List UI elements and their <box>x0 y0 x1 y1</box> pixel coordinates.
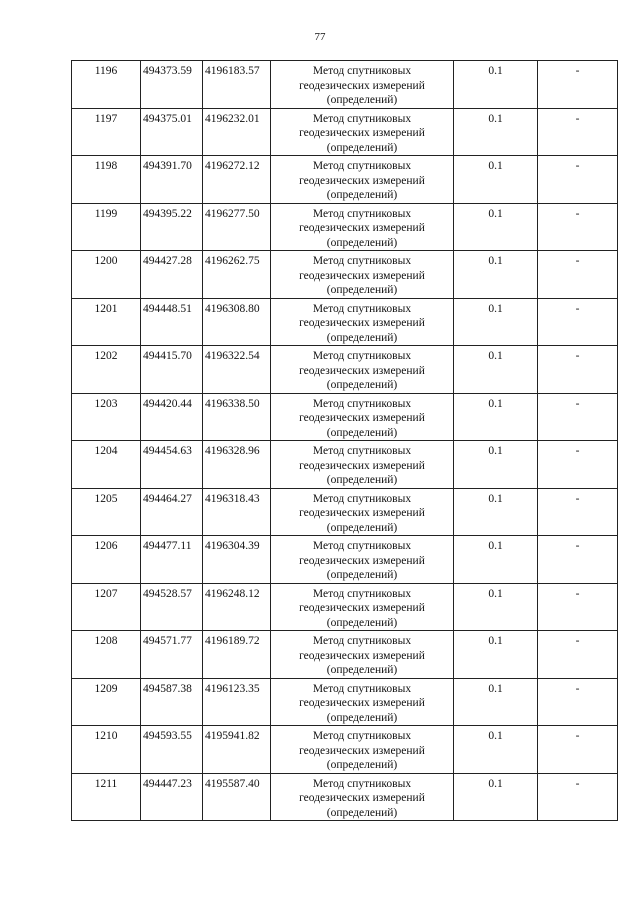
x-coordinate-cell: 494447.23 <box>141 773 203 821</box>
y-coordinate-cell: 4196338.50 <box>203 393 271 441</box>
method-line: геодезических измерений <box>299 317 425 329</box>
table-row <box>72 108 618 156</box>
table-row <box>72 631 618 679</box>
method-line: (определений) <box>326 616 398 629</box>
method-cell <box>271 441 454 489</box>
method-cell <box>271 726 454 774</box>
method-line: геодезических измерений <box>299 792 425 804</box>
note-cell: - <box>538 678 618 726</box>
page-number: 77 <box>314 31 326 43</box>
y-coordinate-cell: 4196304.39 <box>203 536 271 584</box>
y-coordinate-cell: 4196248.12 <box>203 583 271 631</box>
y-coordinate-cell: 4196318.43 <box>203 488 271 536</box>
method-line: геодезических измерений <box>299 364 425 377</box>
method-line: (определений) <box>326 474 398 486</box>
method-line: Метод спутниковых <box>312 65 412 77</box>
note-cell: - <box>538 203 618 251</box>
point-number-cell: 1211 <box>72 773 141 821</box>
x-coordinate-cell: 494420.44 <box>141 393 203 441</box>
note-cell: - <box>538 773 618 821</box>
table-row <box>72 251 618 299</box>
method-line: геодезических измерений <box>299 174 425 187</box>
method-line: геодезических измерений <box>299 507 425 519</box>
y-coordinate-cell: 4196183.57 <box>203 61 271 109</box>
note-cell: - <box>538 108 618 156</box>
accuracy-cell: 0.1 <box>454 251 538 299</box>
method-line: (определений) <box>326 141 398 154</box>
method-line: Метод спутниковых <box>312 492 412 505</box>
accuracy-cell: 0.1 <box>454 203 538 251</box>
x-coordinate-cell: 494391.70 <box>141 156 203 204</box>
table-row <box>72 488 618 536</box>
table-row <box>72 726 618 774</box>
note-cell: - <box>538 346 618 394</box>
accuracy-cell: 0.1 <box>454 346 538 394</box>
y-coordinate-cell: 4196277.50 <box>203 203 271 251</box>
method-line: геодезических измерений <box>299 269 425 282</box>
note-cell: - <box>538 631 618 679</box>
y-coordinate-cell: 4196322.54 <box>203 346 271 394</box>
note-cell: - <box>538 583 618 631</box>
accuracy-cell: 0.1 <box>454 441 538 489</box>
coordinates-table <box>71 60 618 821</box>
method-line: Метод спутниковых <box>312 397 412 410</box>
note-cell: - <box>538 726 618 774</box>
accuracy-cell: 0.1 <box>454 726 538 774</box>
method-cell <box>271 108 454 156</box>
table-row <box>72 773 618 821</box>
x-coordinate-cell: 494571.77 <box>141 631 203 679</box>
accuracy-cell: 0.1 <box>454 631 538 679</box>
method-line: геодезических измерений <box>299 554 425 567</box>
method-cell <box>271 298 454 346</box>
accuracy-cell: 0.1 <box>454 393 538 441</box>
method-line: Метод спутниковых <box>312 445 412 457</box>
method-line: (определений) <box>326 806 398 819</box>
accuracy-cell: 0.1 <box>454 536 538 584</box>
table-body <box>72 61 618 821</box>
x-coordinate-cell: 494587.38 <box>141 678 203 726</box>
y-coordinate-cell: 4196123.35 <box>203 678 271 726</box>
note-cell: - <box>538 156 618 204</box>
x-coordinate-cell: 494415.70 <box>141 346 203 394</box>
method-line: (определений) <box>326 236 398 249</box>
method-cell <box>271 678 454 726</box>
accuracy-cell: 0.1 <box>454 583 538 631</box>
x-coordinate-cell: 494593.55 <box>141 726 203 774</box>
y-coordinate-cell: 4195587.40 <box>203 773 271 821</box>
method-line: (определений) <box>326 331 398 344</box>
method-cell <box>271 773 454 821</box>
point-number-cell: 1209 <box>72 678 141 726</box>
y-coordinate-cell: 4196189.72 <box>203 631 271 679</box>
method-cell <box>271 156 454 204</box>
method-line: (определений) <box>326 759 398 771</box>
point-number-cell: 1201 <box>72 298 141 346</box>
x-coordinate-cell: 494454.63 <box>141 441 203 489</box>
method-line: геодезических измерений <box>299 649 425 662</box>
method-line: Метод спутниковых <box>312 587 412 600</box>
method-line: (определений) <box>326 521 398 534</box>
point-number-cell: 1208 <box>72 631 141 679</box>
point-number-cell: 1203 <box>72 393 141 441</box>
method-line: (определений) <box>326 189 398 201</box>
note-cell: - <box>538 393 618 441</box>
table-row <box>72 583 618 631</box>
accuracy-cell: 0.1 <box>454 298 538 346</box>
method-line: геодезических измерений <box>299 412 425 424</box>
accuracy-cell: 0.1 <box>454 678 538 726</box>
x-coordinate-cell: 494464.27 <box>141 488 203 536</box>
x-coordinate-cell: 494448.51 <box>141 298 203 346</box>
point-number-cell: 1206 <box>72 536 141 584</box>
method-line: Метод спутниковых <box>312 682 412 695</box>
method-line: (определений) <box>326 711 398 724</box>
point-number-cell: 1210 <box>72 726 141 774</box>
method-cell <box>271 536 454 584</box>
method-line: Метод спутниковых <box>312 350 412 362</box>
method-line: Метод спутниковых <box>312 160 412 172</box>
y-coordinate-cell: 4196272.12 <box>203 156 271 204</box>
method-line: (определений) <box>326 569 398 581</box>
table-row <box>72 156 618 204</box>
method-line: Метод спутниковых <box>312 730 412 742</box>
table-row <box>72 441 618 489</box>
x-coordinate-cell: 494427.28 <box>141 251 203 299</box>
note-cell: - <box>538 488 618 536</box>
note-cell: - <box>538 61 618 109</box>
note-cell: - <box>538 251 618 299</box>
accuracy-cell: 0.1 <box>454 488 538 536</box>
method-line: геодезических измерений <box>299 79 425 92</box>
x-coordinate-cell: 494477.11 <box>141 536 203 584</box>
method-cell <box>271 251 454 299</box>
table-row <box>72 298 618 346</box>
point-number-cell: 1202 <box>72 346 141 394</box>
method-line: геодезических измерений <box>299 459 425 472</box>
method-line: (определений) <box>326 284 398 296</box>
point-number-cell: 1196 <box>72 61 141 109</box>
x-coordinate-cell: 494373.59 <box>141 61 203 109</box>
method-line: Метод спутниковых <box>312 302 412 315</box>
y-coordinate-cell: 4196328.96 <box>203 441 271 489</box>
x-coordinate-cell: 494528.57 <box>141 583 203 631</box>
x-coordinate-cell: 494395.22 <box>141 203 203 251</box>
method-cell <box>271 61 454 109</box>
method-cell <box>271 583 454 631</box>
method-line: Метод спутниковых <box>312 635 412 647</box>
y-coordinate-cell: 4196232.01 <box>203 108 271 156</box>
method-line: геодезических измерений <box>299 744 425 757</box>
y-coordinate-cell: 4196262.75 <box>203 251 271 299</box>
table-row <box>72 678 618 726</box>
method-line: (определений) <box>326 379 398 391</box>
method-line: Метод спутниковых <box>312 255 412 267</box>
method-line: геодезических измерений <box>299 127 425 139</box>
method-line: (определений) <box>326 94 398 106</box>
table-row <box>72 393 618 441</box>
method-cell <box>271 346 454 394</box>
y-coordinate-cell: 4195941.82 <box>203 726 271 774</box>
accuracy-cell: 0.1 <box>454 156 538 204</box>
point-number-cell: 1197 <box>72 108 141 156</box>
accuracy-cell: 0.1 <box>454 773 538 821</box>
method-line: (определений) <box>326 664 398 676</box>
method-line: Метод спутниковых <box>312 540 412 552</box>
method-line: Метод спутниковых <box>312 112 412 125</box>
method-line: геодезических измерений <box>299 697 425 709</box>
table-row <box>72 346 618 394</box>
method-cell <box>271 631 454 679</box>
accuracy-cell: 0.1 <box>454 108 538 156</box>
method-line: Метод спутниковых <box>312 777 412 790</box>
table-row <box>72 203 618 251</box>
point-number-cell: 1207 <box>72 583 141 631</box>
note-cell: - <box>538 536 618 584</box>
point-number-cell: 1199 <box>72 203 141 251</box>
accuracy-cell: 0.1 <box>454 61 538 109</box>
point-number-cell: 1198 <box>72 156 141 204</box>
point-number-cell: 1204 <box>72 441 141 489</box>
method-line: (определений) <box>326 426 398 439</box>
method-line: геодезических измерений <box>299 602 425 614</box>
point-number-cell: 1200 <box>72 251 141 299</box>
method-cell <box>271 203 454 251</box>
x-coordinate-cell: 494375.01 <box>141 108 203 156</box>
note-cell: - <box>538 298 618 346</box>
point-number-cell: 1205 <box>72 488 141 536</box>
method-cell <box>271 393 454 441</box>
y-coordinate-cell: 4196308.80 <box>203 298 271 346</box>
method-cell <box>271 488 454 536</box>
note-cell: - <box>538 441 618 489</box>
table-row <box>72 536 618 584</box>
method-line: геодезических измерений <box>299 222 425 234</box>
method-line: Метод спутниковых <box>312 207 412 220</box>
table-row <box>72 61 618 109</box>
